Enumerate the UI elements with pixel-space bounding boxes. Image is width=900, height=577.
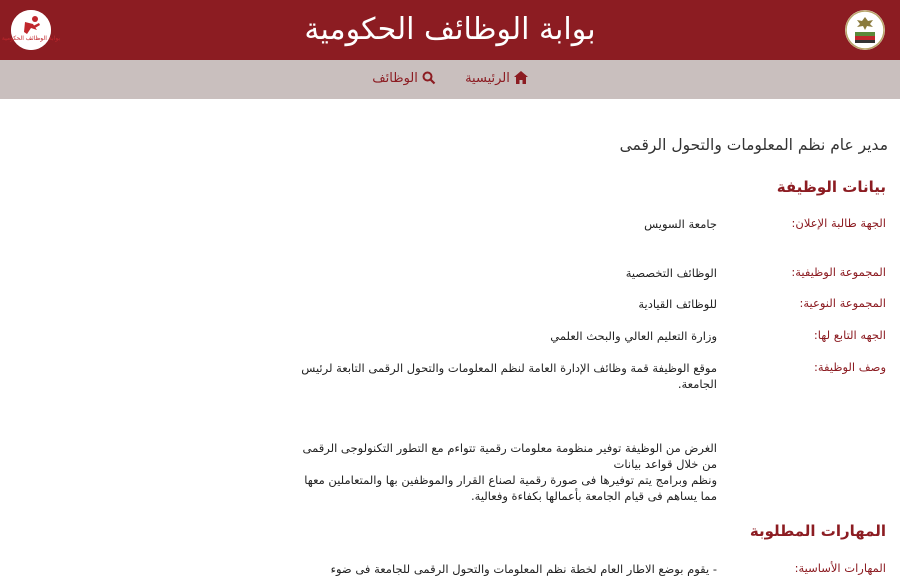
nav-home-label: الرئيسية — [465, 71, 510, 86]
main-nav — [0, 60, 900, 99]
field-value-job-description: موقع الوظيفة قمة وظائف الإدارة العامة لنظم المعلومات والتحول الرقمى التابعة لرئيس الجامعة. — [301, 361, 717, 391]
nav-home-link[interactable] — [465, 68, 528, 90]
site-header — [0, 0, 900, 60]
field-label-affiliation: الجهه التابع لها: — [813, 328, 886, 342]
field-label-job-description: وصف الوظيفة: — [814, 360, 886, 374]
home-icon — [514, 71, 528, 84]
field-value-agency: جامعة السويس — [644, 217, 717, 231]
job-data-heading: بيانات الوظيفة — [776, 178, 886, 196]
field-label-job-group: المجموعة الوظيفية: — [791, 265, 886, 279]
field-label-agency: الجهة طالبة الإعلان: — [791, 216, 886, 230]
job-purpose-line: الغرض من الوظيفة توفير منظومة معلومات رقمية تتواءم مع التطور التكنولوجى الرقمى من خلال قواعد بيانات — [302, 441, 717, 471]
field-value-type-group: للوظائف القيادية — [638, 297, 717, 311]
nav-jobs-link[interactable] — [372, 68, 435, 90]
nav-jobs-label: الوظائف — [372, 71, 418, 86]
logo-text: بوابة الوظائف الحكومية — [1, 35, 61, 42]
job-title: مدير عام نظم المعلومات والتحول الرقمى — [619, 136, 888, 154]
page-header-title: بوابة الوظائف الحكومية — [304, 12, 596, 47]
field-label-basic-skills: المهارات الأساسية: — [794, 561, 886, 575]
search-icon — [422, 71, 435, 84]
field-label-type-group: المجموعة النوعية: — [799, 296, 886, 310]
field-value-basic-skills: - يقوم بوضع الاطار العام لخطة نظم المعلومات والتحول الرقمى للجامعة فى ضوء — [330, 562, 717, 576]
field-value-affiliation: وزارة التعليم العالي والبحث العلمي — [550, 329, 717, 343]
field-value-job-group: الوظائف التخصصية — [625, 266, 717, 280]
skills-heading: المهارات المطلوبة — [749, 522, 886, 540]
job-purpose-text — [297, 440, 717, 504]
egypt-emblem-icon — [845, 10, 885, 50]
egypt-emblem[interactable] — [845, 10, 885, 50]
job-purpose-line: ونظم وبرامج يتم توفيرها فى صورة رقمية لصناع القرار والموظفين بها والمتعاملين معها مما يساهم فى قيام الجامعة بأعمالها بكفاءة وفعالية. — [304, 473, 717, 503]
